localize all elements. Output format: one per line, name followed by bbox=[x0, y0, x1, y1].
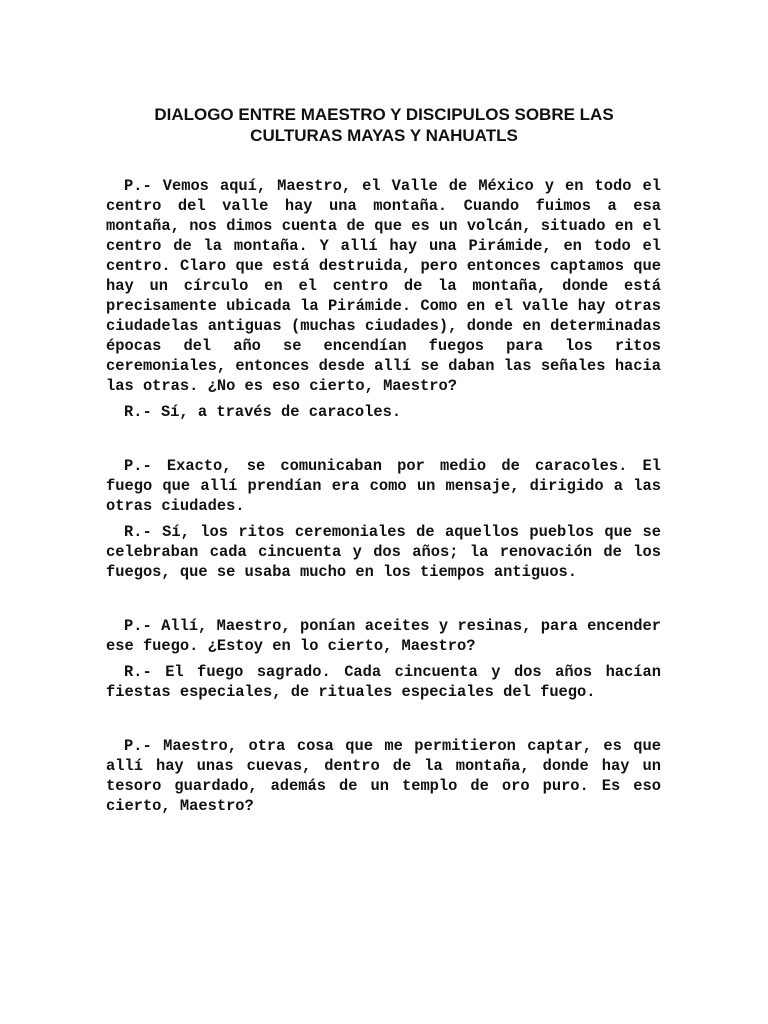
question-paragraph: P.- Allí, Maestro, ponían aceites y resinas, para encender ese fuego. ¿Estoy en lo cierto, Maestro? bbox=[106, 617, 661, 655]
answer-paragraph: R.- Sí, los ritos ceremoniales de aquellos pueblos que se celebraban cada cincuenta y dos años; la renovación de los fuegos, que se usaba mucho en los tiempos antiguos. bbox=[106, 523, 661, 581]
title-line-1: DIALOGO ENTRE MAESTRO Y DISCIPULOS SOBRE LAS bbox=[154, 105, 614, 124]
answer-paragraph: R.- El fuego sagrado. Cada cincuenta y dos años hacían fiestas especiales, de rituales especiales del fuego. bbox=[106, 663, 661, 701]
question-paragraph: P.- Exacto, se comunicaban por medio de caracoles. El fuego que allí prendían era como un mensaje, dirigido a las otras ciudades. bbox=[106, 457, 661, 515]
question-paragraph: P.- Vemos aquí, Maestro, el Valle de México y en todo el centro del valle hay una montaña. Cuando fuimos a esa montaña, nos dimos cuenta de que es un volcán, situado en el centro de la montaña. Y allí hay una Pirámide, en todo el centro. Claro que está destruida, pero entonces captamos que hay un círculo en el centro de la montaña, donde está precisamente ubicada la Pirámide. Como en el valle hay otras ciudadelas antiguas (muchas ciudades), donde en determinadas épocas del año se encendían fuegos para los ritos ceremoniales, entonces desde allí se daban las señales hacia las otras. ¿No es eso cierto, Maestro? bbox=[106, 177, 661, 395]
answer-paragraph: R.- Sí, a través de caracoles. bbox=[124, 403, 402, 421]
question-paragraph: P.- Maestro, otra cosa que me permitieron captar, es que allí hay unas cuevas, dentro de la montaña, donde hay un tesoro guardado, además de un templo de oro puro. Es eso cierto, Maestro? bbox=[106, 737, 661, 815]
title-line-2: CULTURAS MAYAS Y NAHUATLS bbox=[250, 126, 518, 145]
document-title bbox=[100, 104, 668, 146]
dialogue-body bbox=[106, 176, 661, 816]
